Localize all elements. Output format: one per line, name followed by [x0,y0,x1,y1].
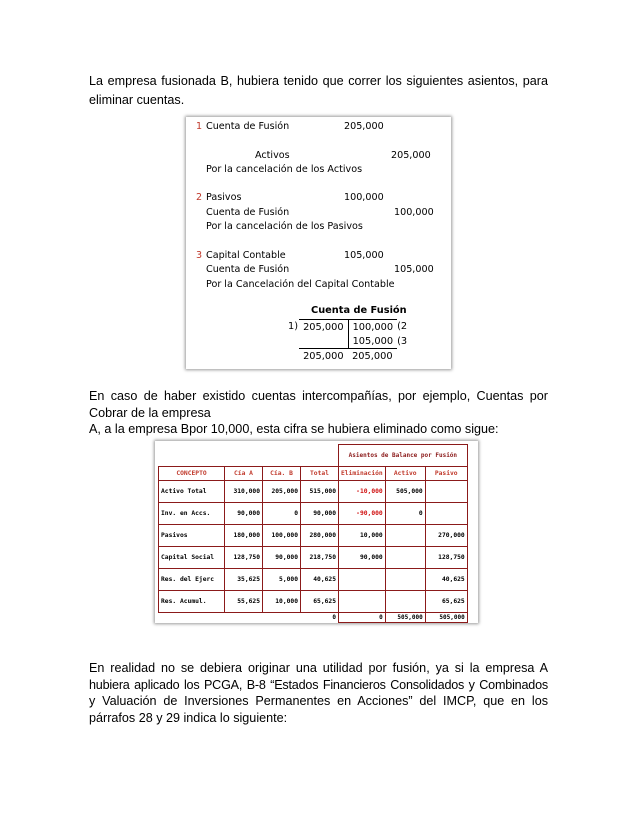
t-account-ref-right: (2 [397,321,408,333]
total-pasivo: 505,000 [425,612,467,622]
entry-3-description: Por la Cancelación del Capital Contable [206,279,395,290]
cell-cia-a: 35,625 [225,568,263,590]
balance-header-row [159,466,468,480]
entry-3-credit-account: Cuenta de Fusión [206,264,290,275]
cell-concept: Capital Social [159,546,225,568]
header-concepto: CONCEPTO [159,466,225,480]
t-account-total-credit: 205,000 [348,349,397,364]
header-eliminacion: Eliminación [339,466,386,480]
cell-cia-a: 55,625 [225,590,263,612]
header-activo: Activo [385,466,425,480]
cell-pasivo: 40,625 [425,568,467,590]
cell-concept: Inv. en Accs. [159,502,225,524]
balance-table-figure [155,441,478,623]
cell-eliminacion [339,568,386,590]
cell-total: 218,750 [301,546,339,568]
entry-1-credit-amount: 205,000 [391,150,431,161]
intro-paragraph [89,73,548,108]
cell-activo [385,590,425,612]
cell-cia-a: 128,750 [225,546,263,568]
entry-3-credit-amount: 105,000 [394,264,434,275]
cell-pasivo: 65,625 [425,590,467,612]
cell-eliminacion [339,590,386,612]
entry-2-debit-account: Pasivos [206,192,242,203]
cell-eliminacion: -90,000 [339,502,386,524]
intercompany-line-2: Cobrar de la empresa [89,405,211,420]
total-total: 0 [332,613,336,621]
table-row [159,480,468,502]
conclusion-line-3: y Valuación de Inversiones Permanentes en Acciones” del IMCP, que en los [89,694,548,708]
t-account-ref-right: (3 [397,335,408,347]
cell-cia-a: 90,000 [225,502,263,524]
balance-totals-row [159,612,468,622]
header-pasivo: Pasivo [425,466,467,480]
t-account-total-row [284,349,411,364]
entry-3-debit-amount: 105,000 [344,250,384,261]
cell-cia-a: 310,000 [225,480,263,502]
cell-cia-b: 90,000 [263,546,301,568]
table-row [159,590,468,612]
cell-eliminacion: 90,000 [339,546,386,568]
cell-eliminacion: -10,000 [339,480,386,502]
t-account-credit: 100,000 [348,320,397,335]
intro-line-2: eliminar cuentas. [89,92,185,107]
table-row [159,502,468,524]
intercompany-paragraph [89,388,548,438]
cell-activo: 505,000 [385,480,425,502]
total-eliminacion: 0 [339,612,386,622]
conclusion-line-1: En realidad no se debiera originar una utilidad por fusión, ya si la empresa A [89,661,548,675]
t-account-ref-left: 1) [288,321,299,333]
t-account [284,319,411,363]
cell-concept: Activo Total [159,480,225,502]
t-account-ref-left [284,334,299,349]
cell-pasivo [425,502,467,524]
cell-total: 65,625 [301,590,339,612]
entry-3-debit-account: Capital Contable [206,250,286,261]
entry-1-debit-amount: 205,000 [344,121,384,132]
balance-table [158,444,468,623]
total-activo: 505,000 [385,612,425,622]
cell-cia-a: 180,000 [225,524,263,546]
intercompany-line-1: En caso de haber existido cuentas intercompañías, por ejemplo, Cuentas por [89,389,548,403]
conclusion-line-4: párrafos 28 y 29 indica lo siguiente: [89,710,288,725]
cell-pasivo [425,480,467,502]
header-cia-b: Cía. B [263,466,301,480]
cell-concept: Pasivos [159,524,225,546]
cell-total: 515,000 [301,480,339,502]
intro-line-1: La empresa fusionada B, hubiera tenido que correr los siguientes asientos, para [89,74,548,88]
t-account-total-debit: 205,000 [299,349,348,364]
cell-concept: Res. Acumul. [159,590,225,612]
t-account-title: Cuenta de Fusión [311,305,407,316]
cell-concept: Res. del Ejerc [159,568,225,590]
cell-cia-b: 205,000 [263,480,301,502]
entry-2-debit-amount: 100,000 [344,192,384,203]
cell-cia-b: 5,000 [263,568,301,590]
cell-activo [385,546,425,568]
conclusion-paragraph [89,660,548,726]
cell-cia-b: 100,000 [263,524,301,546]
t-account-debit: 205,000 [299,320,348,335]
cell-total: 90,000 [301,502,339,524]
t-account-debit [299,334,348,349]
balance-group-header: Asientos de Balance por Fusión [339,445,468,467]
entry-2-credit-account: Cuenta de Fusión [206,207,290,218]
cell-cia-b: 0 [263,502,301,524]
entry-1-debit-account: Cuenta de Fusión [206,121,290,132]
cell-pasivo: 128,750 [425,546,467,568]
t-account-row [284,334,411,349]
t-account-row [284,320,411,335]
entry-2-number: 2 [196,192,203,203]
entry-2-description: Por la cancelación de los Pasivos [206,221,363,232]
entry-2-credit-amount: 100,000 [394,207,434,218]
entry-1-number: 1 [196,121,203,132]
entry-1-credit-account: Activos [255,150,290,161]
header-cia-a: Cía A [225,466,263,480]
intercompany-line-3: A, a la empresa Bpor 10,000, esta cifra se hubiera eliminado como sigue: [89,422,499,436]
table-row [159,568,468,590]
conclusion-line-2: hubiera aplicado los PCGA, B-8 “Estados Financieros Consolidados y Combinados [89,677,548,692]
header-total: Total [301,466,339,480]
cell-activo [385,524,425,546]
table-row [159,546,468,568]
table-row [159,524,468,546]
entry-1-description: Por la cancelación de los Activos [206,164,363,175]
journal-entries-figure [186,117,451,369]
entry-3-number: 3 [196,250,203,261]
cell-cia-b: 10,000 [263,590,301,612]
cell-pasivo: 270,000 [425,524,467,546]
cell-total: 280,000 [301,524,339,546]
t-account-credit: 105,000 [352,335,394,347]
cell-total: 40,625 [301,568,339,590]
cell-eliminacion: 10,000 [339,524,386,546]
cell-activo [385,568,425,590]
cell-activo: 0 [385,502,425,524]
